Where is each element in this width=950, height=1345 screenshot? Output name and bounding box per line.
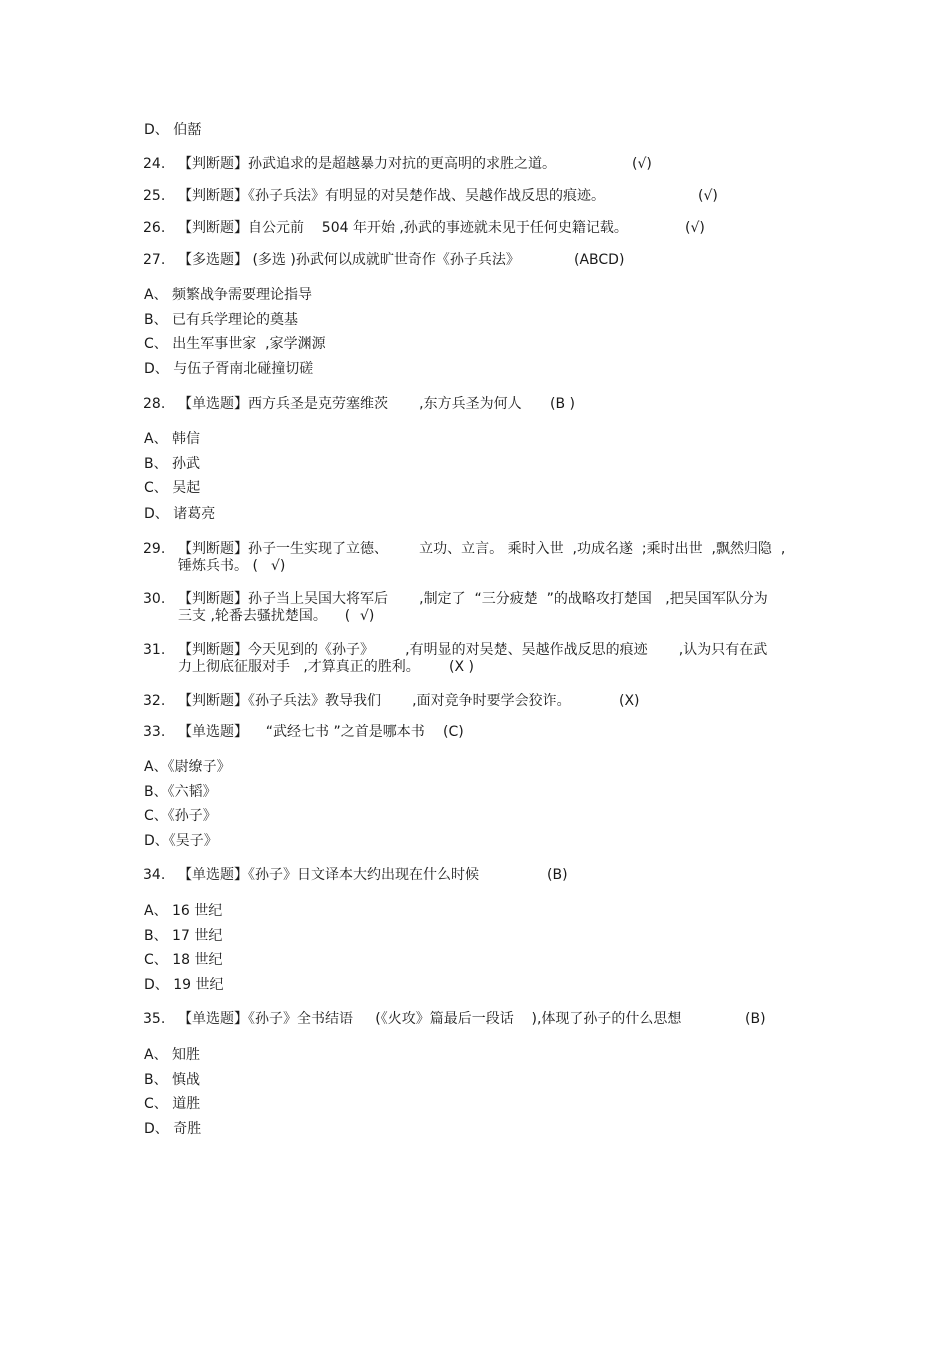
question-text: 【单选题】 “武经七书 ”之首是哪本书 [178,724,425,740]
question-text: 【判断题】自公元前 504 年开始 ,孙武的事迹就未见于任何史籍记载。 [178,220,628,236]
option-b: B、 孙武 [144,456,201,472]
question-text: 【单选题】西方兵圣是克劳塞维茨 ,东方兵圣为何人 [178,396,522,412]
question-number: 31. [143,642,166,658]
option-d: D、 19 世纪 [144,977,224,993]
answer-mark: (B ) [550,396,575,412]
option-b: B、《六韬》 [144,784,217,800]
option-c: C、 出生军事世家 ,家学渊源 [144,336,326,352]
option-c: C、 道胜 [144,1096,201,1112]
answer-mark: (X) [619,693,640,709]
option-c: C、 吴起 [144,480,201,496]
option-b: B、 已有兵学理论的奠基 [144,312,299,328]
question-number: 35. [143,1011,166,1027]
question-text: 【判断题】《孙子兵法》有明显的对吴楚作战、吴越作战反思的痕迹。 [178,188,605,204]
question-number: 34. [143,867,166,883]
option-d: D、 与伍子胥南北碰撞切磋 [144,361,314,377]
answer-mark: (B) [745,1011,766,1027]
option-b: B、 17 世纪 [144,928,223,944]
question-text-line2: 锤炼兵书。 ( [178,558,258,574]
question-text: 【单选题】《孙子》日文译本大约出现在什么时候 [178,867,479,883]
question-text-line2: 力上彻底征服对手 ,才算真正的胜利。 [178,659,420,675]
question-number: 30. [143,591,166,607]
option-d: D、《吴子》 [144,833,218,849]
answer-mark: (√) [698,188,718,204]
option-d: D、 伯嚭 [144,122,202,138]
question-text: 【判断题】《孙子兵法》教导我们 ,面对竞争时要学会狡诈。 [178,693,571,709]
answer-mark: (B) [547,867,568,883]
question-number: 27. [143,252,166,268]
answer-mark: (√) [632,156,652,172]
question-text: 【判断题】孙武追求的是超越暴力对抗的更高明的求胜之道。 [178,156,556,172]
answer-mark: (X ) [449,659,474,675]
question-text-line1: 【判断题】孙子当上吴国大将军后 ,制定了 “三分疲楚 ”的战略攻打楚国 ,把吴国军队分为 [178,591,768,607]
question-number: 29. [143,541,166,557]
answer-mark: √) [271,558,286,574]
option-a: A、 频繁战争需要理论指导 [144,287,313,303]
answer-mark: (ABCD) [574,252,625,268]
option-a: A、《尉缭子》 [144,759,231,775]
question-number: 26. [143,220,166,236]
question-text: 【多选题】 (多选 )孙武何以成就旷世奇作《孙子兵法》 [178,252,520,268]
answer-mark: (C) [443,724,464,740]
answer-mark: √) [360,608,375,624]
question-number: 33. [143,724,166,740]
option-c: C、《孙子》 [144,808,217,824]
question-text-line1: 【判断题】孙子一生实现了立德、 立功、立言。 乘时入世 ,功成名遂 ;乘时出世 ,飘然归隐 , [178,541,786,557]
question-text-line2: 三支 ,轮番去骚扰楚国。 ( [178,608,351,624]
question-number: 25. [143,188,166,204]
option-d: D、 诸葛亮 [144,506,216,522]
option-b: B、 慎战 [144,1072,201,1088]
option-d: D、 奇胜 [144,1121,202,1137]
option-a: A、 韩信 [144,431,201,447]
option-a: A、 16 世纪 [144,903,223,919]
option-c: C、 18 世纪 [144,952,223,968]
question-number: 24. [143,156,166,172]
question-text-line1: 【判断题】今天见到的《孙子》 ,有明显的对吴楚、吴越作战反思的痕迹 ,认为只有在武 [178,642,768,658]
option-a: A、 知胜 [144,1047,201,1063]
question-number: 32. [143,693,166,709]
answer-mark: (√) [685,220,705,236]
question-number: 28. [143,396,166,412]
question-text: 【单选题】《孙子》全书结语 (《火攻》篇最后一段话 ),体现了孙子的什么思想 [178,1011,682,1027]
